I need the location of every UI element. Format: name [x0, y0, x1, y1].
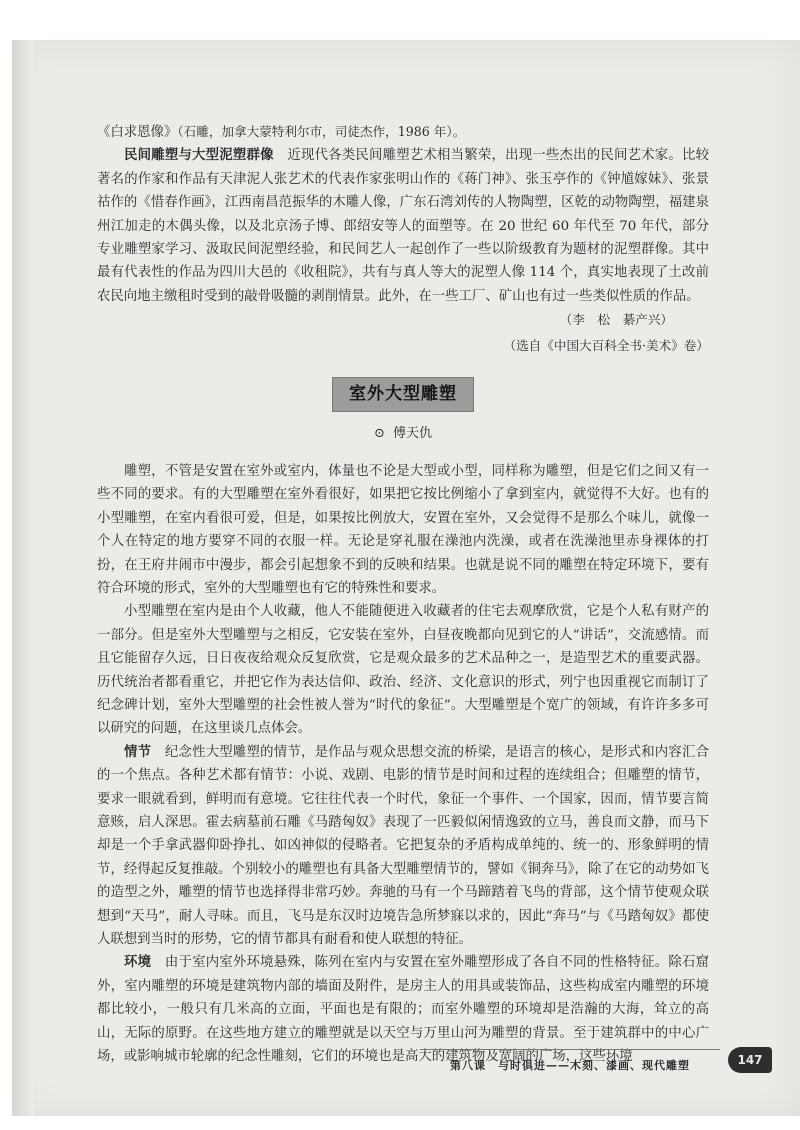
article-byline	[97, 422, 709, 445]
footer-chapter-title: 第八课 与时俱进——木刻、漆画、现代雕塑	[450, 1059, 690, 1072]
article-title: 室外大型雕塑	[332, 377, 474, 412]
plot-section-body: 纪念性大型雕塑的情节，是作品与观众思想交流的桥梁，是语言的核心，是形式和内容汇合的一个焦点。各种艺术都有情节：小说、戏剧、电影的情节是时间和过程的连续组合；但雕塑的情节，要求一眼就看到，鲜明而有意境。它往往代表一个时代，象征一个事件、一个国家，因而，情节要言简意赅，启人深思。霍去病墓前石雕《马踏匈奴》表现了一匹毅似闲情逸致的立马，善良而文静，而马下却是一个手拿武器仰卧挣扎、如凶神似的侵略者。它把复杂的矛盾构成单纯的、统一的、形象鲜明的情节，经得起反复推敲。个别较小的雕塑也有具备大型雕塑情节的，譬如《铜奔马》，除了在它的动势如飞的造型之外，雕塑的情节也选择得非常巧妙。奔驰的马有一个马蹄踏着飞鸟的背部，这个情节使观众联想到“天马”，耐人寻味。而且，飞马是东汉时边境告急所梦寐以求的，因此“奔马”与《马踏匈奴》都使人联想到当时的形势，它的情节都具有耐看和使人联想的特征。	[97, 744, 710, 947]
article-paragraph-2: 小型雕塑在室内是由个人收藏，他人不能随便进入收藏者的住宅去观摩欣赏，它是个人私有财产的一部分。但是室外大型雕塑与之相反，它安装在室外，白昼夜晚都向见到它的人“讲话”，交流感情。而且它能留存久远，日日夜夜给观众反复欣赏，它是观众最多的艺术品种之一，是造型艺术的重要武器。历代统治者都看重它，并把它作为表达信仰、政治、经济、文化意识的形式，列宁也因重视它而制订了纪念碑计划，室外大型雕塑的社会性被人誉为“时代的象征”。大型雕塑是个宽广的领域，有许许多多可以研究的问题，在这里谈几点体会。	[97, 604, 709, 737]
section-lead-plot: 情节	[124, 743, 152, 760]
caption-note: （石雕，加拿大蒙特利尔市，司徒杰作，1986 年）。	[177, 124, 466, 139]
prev-source: （选自《中国大百科全书·美术》卷）	[503, 337, 709, 353]
page-content	[97, 120, 709, 1068]
folk-sculpture-paragraph	[97, 144, 709, 308]
page-number-badge: 147	[728, 1047, 772, 1073]
section-lead-folk: 民间雕塑与大型泥塑群像	[124, 147, 274, 164]
byline-mark-icon: ⊙	[374, 426, 385, 442]
plot-section-paragraph	[97, 741, 709, 952]
section-lead-environment: 环境	[124, 954, 152, 971]
page-edge-shadow	[12, 40, 34, 1116]
folk-sculpture-body: 近现代各类民间雕塑艺术相当繁荣，出现一些杰出的民间艺术家。比较著名的作家和作品有天津泥人张艺术的代表作家张明山作的《蒋门神》、张玉亭作的《钟馗嫁妹》、张景祜作的《惜春作画》，江西南昌范振华的木雕人像，广东石湾刘传的人物陶塑，区乾的动物陶塑，福建泉州江加走的木偶头像，以及北京汤子博、郎绍安等人的面塑等。在 20 世纪 60 年代至 70 年代，部分专业雕塑家学习、汲取民间泥塑经验，和民间艺人一起创作了一些以阶级教育为题材的泥塑群像。其中最有代表性的作品为四川大邑的《收租院》，共有与真人等大的泥塑人像 114 个，真实地表现了土改前农民向地主缴租时受到的敲骨吸髓的剥削情景。此外，在一些工厂、矿山也有过一些类似性质的作品。	[97, 148, 710, 304]
caption-paragraph	[97, 120, 709, 144]
page-footer	[420, 1049, 763, 1079]
article-author: 傅天仇	[392, 426, 432, 442]
article-paragraph-1: 雕塑，不管是安置在室外或室内，体量也不论是大型或小型，同样称为雕塑，但是它们之间又有一些不同的要求。有的大型雕塑在室外看很好，如果把它按比例缩小了拿到室内，就觉得不大好。也有的小型雕塑，在室内看很可爱，但是，如果按比例放大，安置在室外，又会觉得不是那么个味儿，就像一个人在特定的地方要穿不同的衣服一样。无论是穿礼服在澡池内洗澡，或者在洗澡池里赤身裸体的打扮，在王府井闹市中漫步，都会引起想象不到的反映和结果。也就是说不同的雕塑在特定环境下，要有符合环境的形式，室外的大型雕塑也有它的特殊性和要求。	[97, 463, 709, 596]
caption-title: 《白求恩像》	[97, 125, 178, 140]
article-title-wrap	[97, 377, 709, 412]
prev-authors: （李 松 綦产兴）	[559, 312, 673, 328]
environment-section-body: 由于室内室外环境悬殊，陈列在室内与安置在室外雕塑形成了各自不同的性格特征。除石窟外，室内雕塑的环境是建筑物内部的墙面及附件，是房主人的用具或装饰品，这些构成室内雕塑的环境都比较小，一般只有几米高的立面，平面也是有限的；而室外雕塑的环境却是浩瀚的大海，耸立的高山，无际的原野。在这些地方建立的雕塑就是以天空与万里山河为雕塑的背景。至于建筑群中的中心广场，或影响城市轮廓的纪念性雕刻，它们的环境也是高大的建筑物及宽阔的广场，这些环境	[97, 955, 710, 1065]
footer-rule	[420, 1049, 720, 1050]
